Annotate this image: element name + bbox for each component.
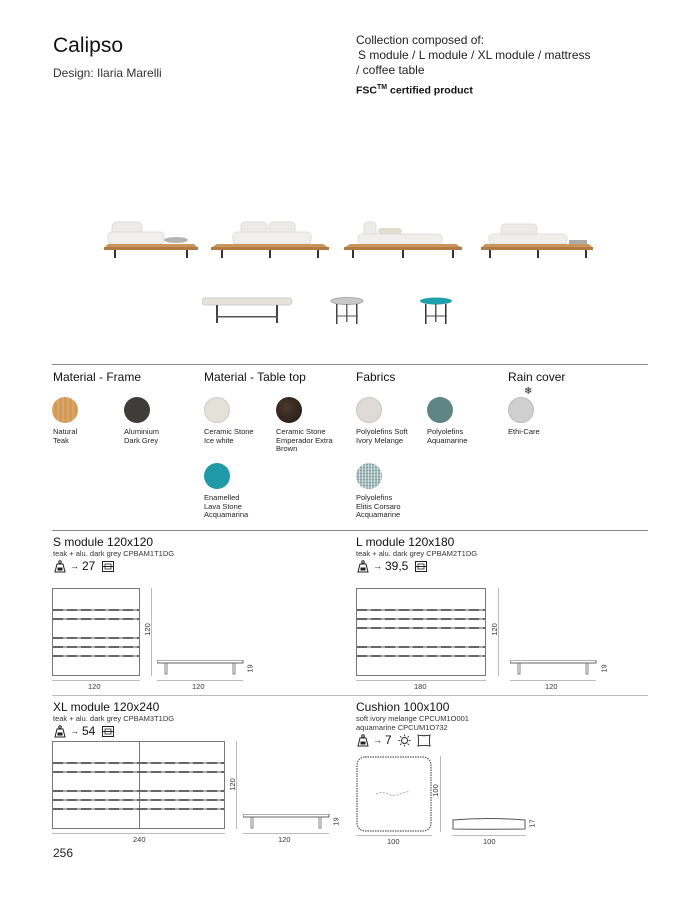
dim-side-width-s: 120	[192, 682, 205, 691]
sun-icon	[398, 734, 411, 747]
module-weight-xl	[53, 724, 114, 738]
weight-value: 39,5	[385, 559, 409, 573]
module-code-l: teak + alu. dark grey CPBAM2T1DG	[356, 549, 478, 558]
weight-value: 7	[385, 733, 392, 747]
dim-width-cushion: 100	[387, 837, 400, 846]
plan-drawing-cushion	[356, 756, 432, 832]
coffee-table-oval	[202, 296, 294, 326]
sofa-configuration-4	[481, 218, 595, 260]
swatch-label-polyolefins-soft-ivory	[356, 428, 426, 445]
arrow: →	[373, 561, 382, 571]
collection-line-1: Collection composed of:	[356, 33, 485, 47]
side-drawing-xl	[243, 814, 331, 830]
swatch-label-ethi-care	[508, 428, 578, 437]
label-line: Acquamarina	[204, 510, 249, 520]
dimension-line	[243, 833, 329, 834]
dimension-line	[52, 833, 225, 834]
dim-height-l: 19	[599, 664, 609, 673]
swatch-label-ceramic-emperador-brown	[276, 428, 346, 454]
dimension-line	[157, 680, 243, 681]
dim-width-s: 120	[88, 682, 101, 691]
fsc-suffix: certified product	[390, 84, 473, 97]
label-line: Ice white	[204, 435, 234, 445]
label-line: Polyolefins	[356, 493, 393, 502]
dimension-line	[356, 680, 486, 681]
module-weight-cushion	[356, 733, 431, 747]
dim-width-xl: 240	[133, 835, 146, 844]
dim-height-s: 19	[245, 664, 255, 673]
dimension-line	[510, 680, 596, 681]
designer-credit: Design: Ilaria Marelli	[53, 66, 162, 80]
side-table-grey	[330, 296, 364, 326]
dim-depth-cushion: 100	[430, 784, 440, 797]
module-title-l: L module 120x180	[356, 535, 455, 549]
label-line: Aluminium	[124, 427, 160, 436]
label-line: Dark Grey	[124, 435, 159, 445]
label-line: Natural	[53, 427, 78, 436]
side-drawing-s	[157, 660, 245, 676]
label-line: Ethi-Care	[508, 427, 540, 436]
package-icon	[415, 561, 427, 572]
label-line: Ceramic Stone	[204, 427, 254, 436]
heading-rain-cover: Rain cover	[508, 370, 566, 384]
label-line: Aquamarine	[427, 435, 468, 445]
fsc-certification	[356, 84, 473, 97]
label-line: Lava Stone	[204, 501, 242, 511]
module-title-xl: XL module 120x240	[53, 700, 160, 714]
label-line: Ceramic Stone	[276, 427, 326, 436]
swatch-aluminium-dark-grey[interactable]	[124, 397, 150, 423]
fsc-label: FSC	[356, 84, 377, 97]
snowflake-icon: ❄	[524, 386, 533, 397]
dim-height-cushion: 17	[527, 819, 537, 828]
heading-material-tabletop: Material - Table top	[204, 370, 306, 384]
dim-height-xl: 19	[331, 817, 341, 826]
side-table-aquamarine	[419, 296, 453, 326]
dim-depth-s: 120	[142, 623, 152, 636]
page-number: 256	[53, 846, 74, 860]
section-divider	[52, 695, 648, 696]
dim-side-width-l: 120	[545, 682, 558, 691]
sofa-configuration-1	[104, 218, 200, 260]
dimension-line	[52, 680, 140, 681]
arrow: →	[373, 735, 382, 745]
dim-side-width-xl: 120	[278, 835, 291, 844]
swatch-polyolefins-soft-ivory[interactable]	[356, 397, 382, 423]
dimension-line	[452, 835, 526, 836]
collection-description	[356, 33, 616, 78]
product-title: Calipso	[53, 34, 124, 57]
swatch-label-ceramic-ice-white	[204, 428, 274, 445]
swatch-polyolefins-elitis-corsaro[interactable]	[356, 463, 382, 489]
side-drawing-l	[510, 660, 598, 676]
swatch-label-polyolefins-elitis-corsaro	[356, 494, 426, 520]
weight-icon	[53, 725, 67, 738]
section-divider	[52, 530, 648, 531]
module-code-s: teak + alu. dark grey CPBAM1T1DG	[53, 549, 175, 558]
weight-icon	[356, 560, 370, 573]
swatch-label-natural-teak	[53, 428, 123, 445]
dimension-line	[440, 756, 441, 832]
label-line: Brown	[276, 444, 298, 454]
swatch-natural-teak[interactable]	[52, 397, 78, 423]
side-drawing-cushion	[452, 817, 526, 831]
package-icon	[102, 561, 114, 572]
collection-line-3: / coffee table	[356, 63, 425, 77]
module-title-cushion: Cushion 100x100	[356, 700, 450, 714]
dim-depth-l: 120	[489, 623, 499, 636]
arrow: →	[70, 726, 79, 736]
weight-value: 27	[82, 559, 96, 573]
collection-line-2: S module / L module / XL module / mattress	[358, 48, 591, 62]
dim-depth-xl: 120	[227, 778, 237, 791]
fsc-tm: TM	[377, 84, 388, 91]
plan-drawing-l	[356, 588, 486, 676]
plan-drawing-s	[52, 588, 140, 676]
label-line: Emperador Extra	[276, 435, 333, 445]
swatch-polyolefins-aquamarine[interactable]	[427, 397, 453, 423]
module-weight-l	[356, 559, 427, 573]
label-line: Polyolefins Soft	[356, 427, 408, 436]
dim-width-l: 180	[414, 682, 427, 691]
sofa-configuration-2	[211, 218, 331, 260]
cushion-square-icon	[417, 734, 431, 747]
package-icon	[102, 726, 114, 737]
swatch-ceramic-ice-white[interactable]	[204, 397, 230, 423]
heading-material-frame: Material - Frame	[53, 370, 142, 384]
weight-icon	[53, 560, 67, 573]
module-weight-s	[53, 559, 114, 573]
label-line: Ivory Melange	[356, 435, 404, 445]
swatch-ceramic-emperador-brown[interactable]	[276, 397, 302, 423]
label-line: Elitis Corsaro	[356, 501, 401, 511]
swatch-enamelled-lava-acquamarina[interactable]	[204, 463, 230, 489]
label-line: Polyolefins	[427, 427, 464, 436]
module-title-s: S module 120x120	[53, 535, 154, 549]
swatch-label-polyolefins-aquamarine	[427, 428, 497, 445]
swatch-ethi-care[interactable]	[508, 397, 534, 423]
label-line: Acquamarine	[356, 510, 401, 520]
weight-value: 54	[82, 724, 96, 738]
heading-fabrics: Fabrics	[356, 370, 396, 384]
dimension-line	[356, 835, 432, 836]
label-line: Teak	[53, 435, 69, 445]
arrow: →	[70, 561, 79, 571]
weight-icon	[356, 734, 370, 747]
swatch-label-aluminium-dark-grey	[124, 428, 194, 445]
section-divider	[52, 364, 648, 365]
swatch-label-enamelled-lava-acquamarina	[204, 494, 274, 520]
module-code-xl: teak + alu. dark grey CPBAM3T1DG	[53, 714, 175, 723]
module-code-cushion-2: aquamarine CPCUM1O732	[356, 723, 448, 732]
label-line: Enamelled	[204, 493, 240, 502]
module-code-cushion-1: soft ivory melange CPCUM1O001	[356, 714, 469, 723]
plan-drawing-xl	[52, 741, 225, 829]
sofa-configuration-3	[344, 218, 464, 260]
dim-side-width-cushion: 100	[483, 837, 496, 846]
